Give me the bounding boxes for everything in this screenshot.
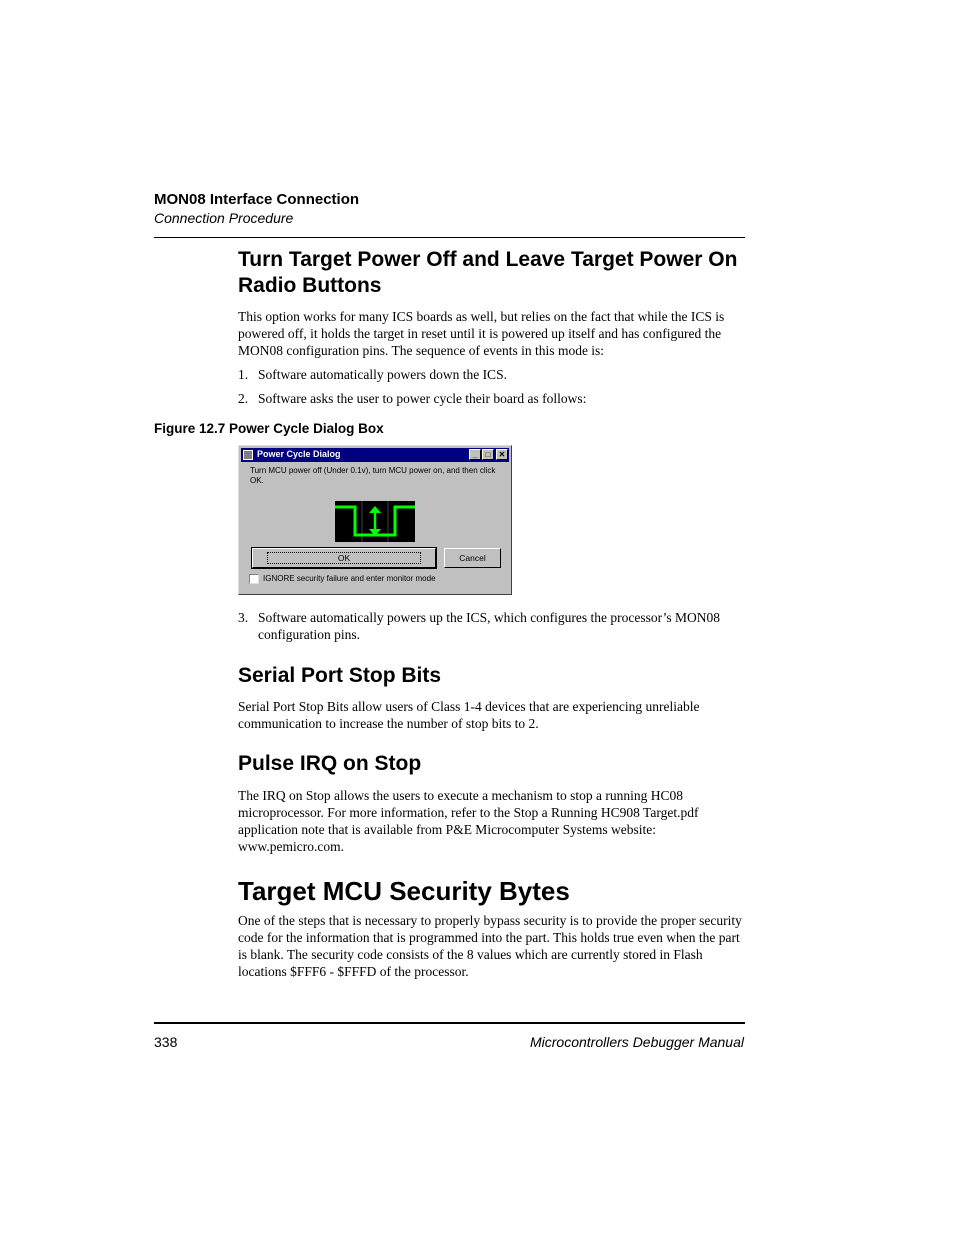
list-item-number: 3. bbox=[238, 610, 249, 625]
cancel-button[interactable]: Cancel bbox=[444, 548, 501, 568]
list-item bbox=[238, 366, 748, 383]
section-heading-power-radio: Turn Target Power Off and Leave Target Power On Radio Buttons bbox=[238, 248, 738, 297]
ok-button-label: OK bbox=[267, 552, 421, 564]
header-rule bbox=[154, 237, 745, 238]
page-number: 338 bbox=[154, 1034, 178, 1050]
section-heading-security-bytes: Target MCU Security Bytes bbox=[238, 876, 570, 906]
list-item-text: Software asks the user to power cycle their board as follows: bbox=[258, 391, 587, 406]
footer-rule bbox=[154, 1022, 745, 1024]
dialog-title: Power Cycle Dialog bbox=[257, 449, 341, 459]
manual-title: Microcontrollers Debugger Manual bbox=[530, 1034, 744, 1050]
list-item-number: 1. bbox=[238, 367, 249, 382]
section-paragraph-power-radio: This option works for many ICS boards as well, but relies on the fact that while the ICS is powered off, it holds the target in reset until it is powered up itself and has configured the MON08 configuration pins. The sequence of events in this mode is: bbox=[238, 309, 725, 358]
dialog-message: Turn MCU power off (Under 0.1v), turn MCU power on, and then click OK. bbox=[250, 466, 496, 485]
ignore-security-label[interactable]: IGNORE security failure and enter monitor mode bbox=[263, 574, 436, 583]
list-item bbox=[238, 609, 748, 643]
list-item bbox=[238, 390, 748, 407]
section-paragraph-serial-stop-bits: Serial Port Stop Bits allow users of Class 1-4 devices that are experiencing unreliable communication to increase the number of stop bits to 2. bbox=[238, 699, 700, 731]
list-item-number: 2. bbox=[238, 391, 249, 406]
power-cycle-dialog bbox=[238, 445, 512, 595]
list-item-text: Software automatically powers up the ICS, which configures the processor’s MON08 configuration pins. bbox=[258, 610, 721, 642]
app-icon bbox=[243, 450, 253, 460]
section-heading-serial-stop-bits: Serial Port Stop Bits bbox=[238, 664, 442, 687]
ignore-security-checkbox[interactable] bbox=[249, 574, 259, 584]
power-waveform-icon bbox=[335, 501, 415, 542]
dialog-titlebar[interactable] bbox=[241, 448, 509, 462]
ok-button[interactable] bbox=[252, 548, 436, 568]
close-button[interactable]: ✕ bbox=[496, 449, 508, 460]
running-header-title: MON08 Interface Connection bbox=[154, 191, 360, 208]
list-item-text: Software automatically powers down the ICS. bbox=[258, 367, 507, 382]
running-header-subtitle: Connection Procedure bbox=[154, 210, 294, 226]
figure-caption: Figure 12.7 Power Cycle Dialog Box bbox=[154, 421, 384, 436]
section-paragraph-security-bytes: One of the steps that is necessary to properly bypass security is to provide the proper security code for the information that is programmed into the part. This holds true even when the part is blank. The security code consists of the 8 values which are currently stored in Flash locations $FFF6 - $FFFD of the processor. bbox=[238, 913, 742, 979]
section-heading-pulse-irq: Pulse IRQ on Stop bbox=[238, 752, 422, 775]
maximize-button[interactable]: □ bbox=[482, 449, 494, 460]
section-paragraph-pulse-irq: The IRQ on Stop allows the users to execute a mechanism to stop a running HC08 microprocessor. For more information, refer to the Stop a Running HC908 Target.pdf application note that is available from P&E Microcomputer Systems website: www.pemicro.com. bbox=[238, 788, 699, 854]
minimize-button[interactable]: _ bbox=[469, 449, 481, 460]
power-cycle-icon bbox=[335, 501, 415, 542]
